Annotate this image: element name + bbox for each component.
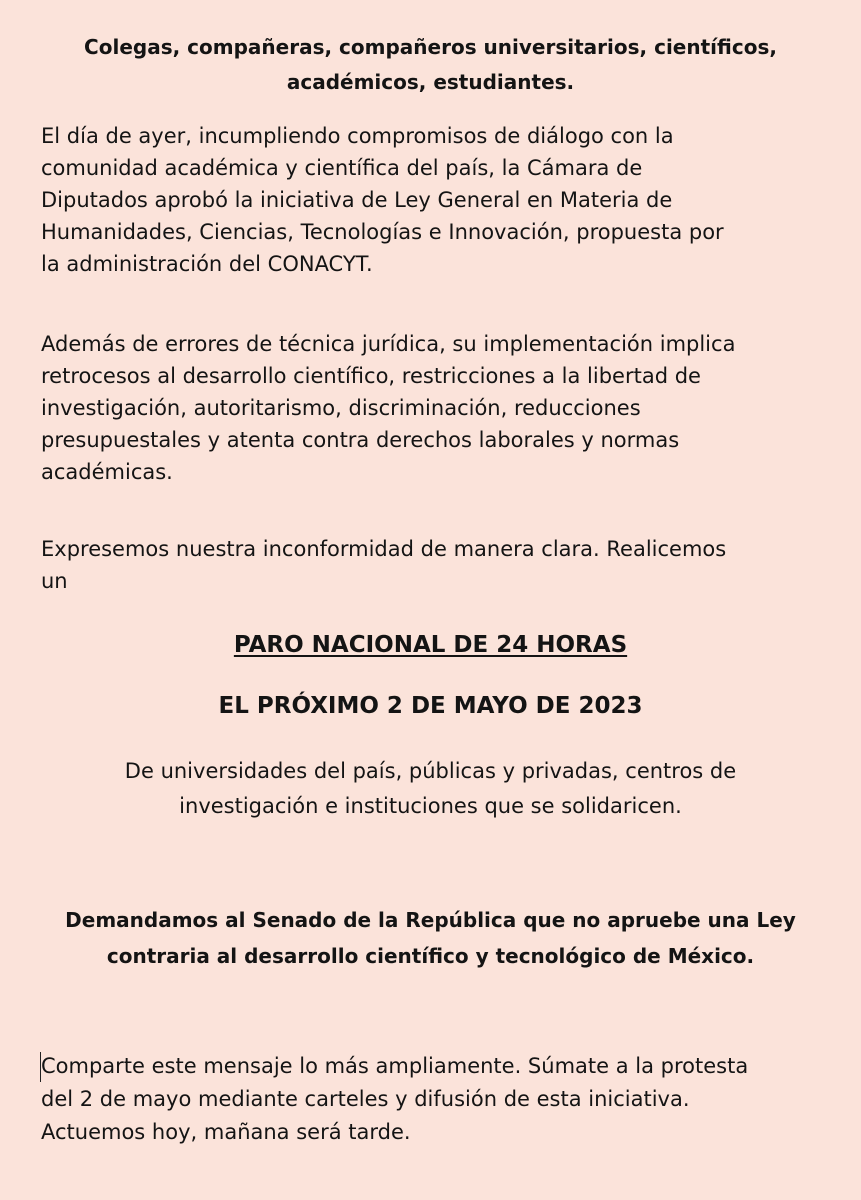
- date-title: EL PRÓXIMO 2 DE MAYO DE 2023: [218, 693, 643, 719]
- strike-title: [0, 629, 861, 661]
- document-heading: [0, 30, 861, 100]
- text-line: Expresemos nuestra inconformidad de manera clara. Realicemos: [41, 537, 727, 561]
- heading-line: académicos, estudiantes.: [286, 70, 575, 94]
- text-line: Diputados aprobó la iniciativa de Ley General en Materia de: [41, 188, 673, 212]
- text-line: investigación, autoritarismo, discriminación, reducciones: [41, 396, 641, 420]
- text-line: investigación e instituciones que se solidaricen.: [179, 794, 682, 818]
- paragraph-call: [41, 533, 831, 597]
- text-line: un: [41, 569, 68, 593]
- text-line: El día de ayer, incumpliendo compromisos de diálogo con la: [41, 124, 674, 148]
- closing-text[interactable]: [41, 1050, 831, 1149]
- text-line: contraria al desarrollo científico y tecnológico de México.: [106, 944, 755, 968]
- text-line: académicas.: [41, 460, 173, 484]
- text-line: presupuestales y atenta contra derechos laborales y normas: [41, 428, 680, 452]
- text-line: comunidad académica y científica del país, la Cámara de: [41, 156, 643, 180]
- text-line: la administración del CONACYT.: [41, 252, 373, 276]
- paragraph-consequences: [41, 328, 831, 488]
- text-line: Además de errores de técnica jurídica, su implementación implica: [41, 332, 736, 356]
- text-line: retrocesos al desarrollo científico, restricciones a la libertad de: [41, 364, 701, 388]
- text-line: del 2 de mayo mediante carteles y difusión de esta iniciativa.: [41, 1087, 690, 1111]
- support-text: [0, 754, 861, 824]
- demand-text: [0, 902, 861, 974]
- strike-title-text: PARO NACIONAL DE 24 HORAS: [233, 632, 628, 658]
- text-line: Demandamos al Senado de la República que no apruebe una Ley: [65, 908, 796, 932]
- text-line: Comparte este mensaje lo más ampliamente. Súmate a la protesta: [41, 1054, 749, 1078]
- paragraph-approval: [41, 120, 831, 280]
- text-line: Actuemos hoy, mañana será tarde.: [41, 1120, 411, 1144]
- heading-line: Colegas, compañeras, compañeros universitarios, científicos,: [84, 35, 777, 59]
- text-line: Humanidades, Ciencias, Tecnologías e Innovación, propuesta por: [41, 220, 724, 244]
- text-line: De universidades del país, públicas y privadas, centros de: [124, 759, 737, 783]
